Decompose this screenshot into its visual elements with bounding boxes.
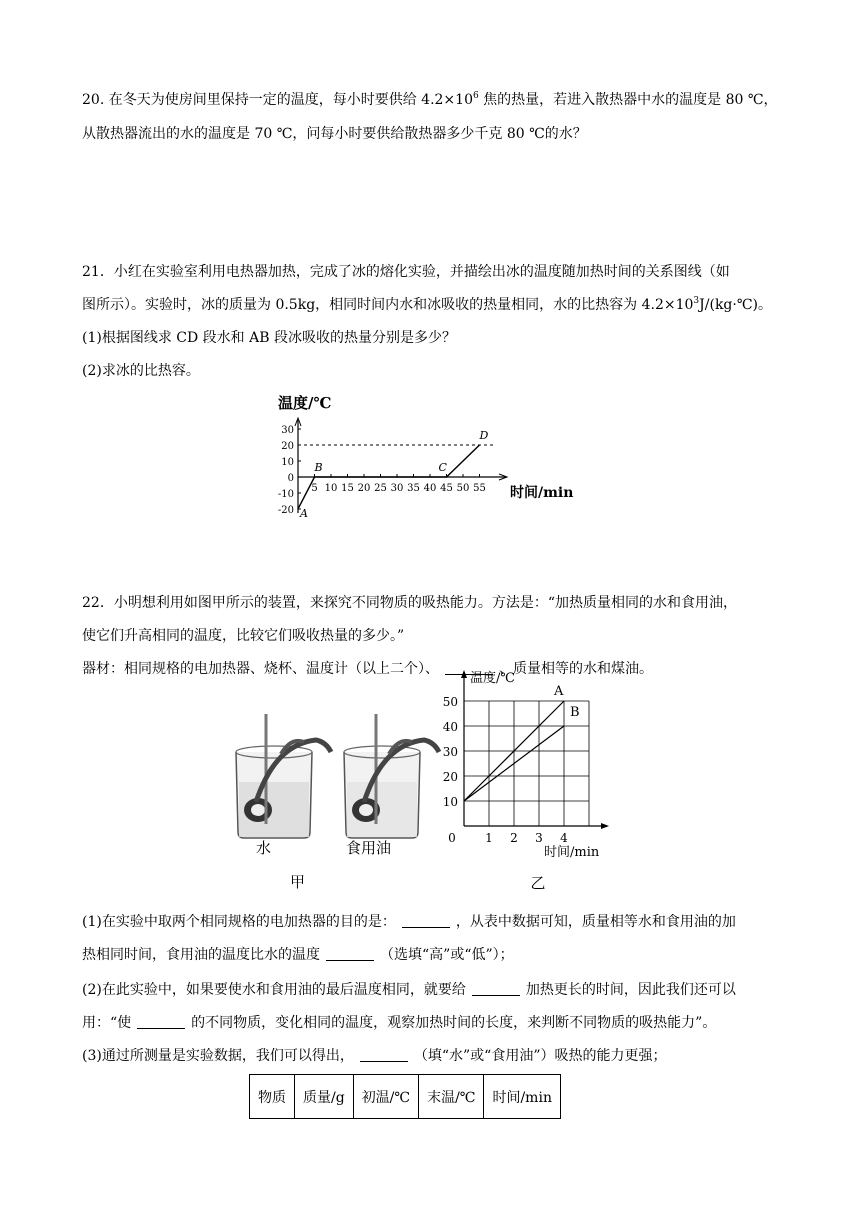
y-tick-label: 20 xyxy=(442,770,458,784)
q21-line1: 21．小红在实验室利用电热器加热，完成了冰的熔化实验，并描绘出冰的温度随加热时间的关系图线（如 xyxy=(82,264,730,280)
x-tick-label: 15 xyxy=(341,483,354,494)
answer-blank[interactable] xyxy=(402,913,450,928)
answer-blank[interactable] xyxy=(326,946,374,961)
x-tick-label: 3 xyxy=(535,831,543,845)
x-tick-label: 5 xyxy=(311,483,318,494)
exponent: 6 xyxy=(472,91,479,101)
q22-text: 、质量相等的水和煤油。 xyxy=(499,661,653,677)
x-axis-arrow xyxy=(601,823,609,829)
point-label: D xyxy=(479,429,489,442)
q21-sub1: (1)根据图线求 CD 段水和 AB 段冰吸收的热量分别是多少？ xyxy=(82,330,456,346)
q21-text: 图所示）。实验时，冰的质量为 0.5kg，相同时间内水和冰吸收的热量相同，水的比热容为 4.2×10 xyxy=(82,297,694,313)
y-axis-arrow xyxy=(461,670,467,678)
beaker-figure xyxy=(226,712,446,892)
water-beaker xyxy=(236,714,331,838)
x-tick-label: 55 xyxy=(473,483,486,494)
x-tick-label: 40 xyxy=(423,483,437,494)
x-tick-label: 0 xyxy=(448,831,456,845)
y-tick-label: -20 xyxy=(277,505,294,516)
data-table xyxy=(249,1074,561,1119)
answer-blank[interactable] xyxy=(360,1047,408,1062)
q22-text: (2)在此实验中，如果要使水和食用油的最后温度相同，就要给 xyxy=(82,982,466,998)
x-axis-label: 时间/min xyxy=(544,845,600,860)
water-label: 水 xyxy=(256,839,272,857)
x-tick-label: 10 xyxy=(324,483,338,494)
figure-a-caption: 甲 xyxy=(290,873,306,891)
q20-text: 20. 在冬天为使房间里保持一定的温度，每小时要供给 4.2×10 xyxy=(82,92,473,108)
y-tick-label: 10 xyxy=(281,457,294,468)
q22-line2: 使它们升高相同的温度，比较它们吸收热量的多少。” xyxy=(82,628,405,644)
ice-melting-chart xyxy=(270,390,600,520)
exponent: 3 xyxy=(693,296,700,306)
q22-text: （填“水”或“食用油”）吸热的能力更强； xyxy=(413,1048,667,1064)
q22-line1: 22．小明想利用如图甲所示的装置，来探究不同物质的吸热能力。方法是：“加热质量相同的水和食用油， xyxy=(82,595,737,611)
table-header-row xyxy=(250,1075,561,1119)
q21-text: J/(kg·℃)。 xyxy=(699,297,772,313)
q22-sub3 xyxy=(82,1046,666,1066)
q22-text: 的不同物质，变化相同的温度，观察加热时间的长度，来判断不同物质的吸热能力”。 xyxy=(191,1015,717,1031)
table-header-cell: 物质 xyxy=(250,1075,295,1119)
figure-b-caption: 乙 xyxy=(530,874,546,892)
q22-text: （选填“高”或“低”）； xyxy=(380,947,514,963)
x-tick-label: 20 xyxy=(357,483,371,494)
y-axis-label: 温度/℃ xyxy=(278,394,332,412)
x-tick-label: 2 xyxy=(510,831,518,845)
x-tick-label: 50 xyxy=(456,483,470,494)
y-tick-label: 40 xyxy=(442,720,458,734)
q22-sub1-line2 xyxy=(82,945,514,965)
y-tick-label: 30 xyxy=(442,745,458,759)
point-label: A xyxy=(300,507,308,520)
q20-line1 xyxy=(82,90,778,110)
q22-text: 用：“使 xyxy=(82,1015,132,1031)
y-tick-label: 50 xyxy=(442,695,458,709)
y-axis-label: 温度/℃ xyxy=(470,671,515,686)
series-label: B xyxy=(570,705,580,720)
x-tick-label: 45 xyxy=(440,483,453,494)
oil-label: 食用油 xyxy=(346,839,392,857)
x-tick-label: 1 xyxy=(485,831,493,845)
y-tick-label: 0 xyxy=(287,473,294,484)
q22-sub1-line1 xyxy=(82,912,736,932)
y-tick-label: 20 xyxy=(281,441,294,452)
point-label: C xyxy=(438,461,447,474)
q22-text: ，从表中数据可知，质量相等水和食用油的加 xyxy=(455,914,736,930)
x-axis-label: 时间/min xyxy=(510,485,574,501)
x-tick-label: 35 xyxy=(407,483,420,494)
q22-text: 加热更长的时间，因此我们还可以 xyxy=(525,982,736,998)
answer-blank[interactable] xyxy=(137,1014,185,1029)
answer-blank[interactable] xyxy=(472,981,520,996)
q20-line2: 从散热器流出的水的温度是 70 ℃，问每小时要供给散热器多少千克 80 ℃的水？ xyxy=(82,126,587,142)
q22-text: (3)通过所测量是实验数据，我们可以得出， xyxy=(82,1048,354,1064)
q20-text: 焦的热量，若进入散热器中水的温度是 80 ℃， xyxy=(478,92,778,108)
oil-beaker xyxy=(344,714,439,838)
q22-text: 器材：相同规格的电加热器、烧杯、温度计（以上二个）、 xyxy=(82,661,439,677)
q22-text: 热相同时间，食用油的温度比水的温度 xyxy=(82,947,320,963)
y-tick-label: -10 xyxy=(277,489,294,500)
table-header-cell: 质量/g xyxy=(295,1075,354,1119)
x-tick-label: 25 xyxy=(374,483,387,494)
q22-sub2-line1 xyxy=(82,980,736,1000)
heating-graph xyxy=(440,664,640,894)
point-label: B xyxy=(314,461,323,474)
series-label: A xyxy=(554,684,564,699)
y-tick-label: 30 xyxy=(281,425,294,436)
y-tick-label: 10 xyxy=(442,795,458,809)
q21-sub2: (2)求冰的比热容。 xyxy=(82,363,200,379)
table-header-cell: 末温/℃ xyxy=(419,1075,484,1119)
x-tick-label: 30 xyxy=(390,483,404,494)
q22-sub2-line2 xyxy=(82,1013,716,1033)
q21-line2 xyxy=(82,295,772,315)
q22-text: (1)在实验中取两个相同规格的电加热器的目的是： xyxy=(82,914,396,930)
x-tick-label: 4 xyxy=(560,831,568,845)
table-header-cell: 时间/min xyxy=(484,1075,561,1119)
table-header-cell: 初温/℃ xyxy=(353,1075,418,1119)
